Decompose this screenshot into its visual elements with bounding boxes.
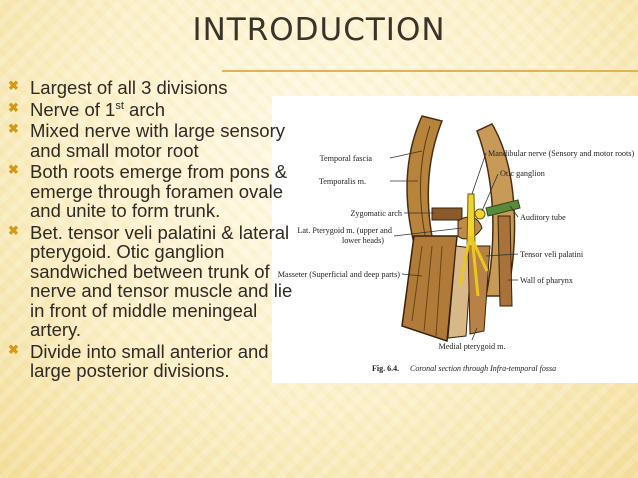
label-auditory-tube: Auditory tube [520, 213, 566, 222]
label-temporalis: Temporalis m. [318, 177, 366, 186]
bullet-item: ✖ Largest of all 3 divisions [8, 77, 228, 98]
x-mark-icon: ✖ [8, 222, 19, 238]
x-mark-icon: ✖ [8, 341, 19, 357]
pharynx-wall-shape [498, 216, 512, 306]
anatomy-figure [272, 96, 638, 383]
bullet-item: ✖ Both roots emerge from pons & emerge through foramen ovale and unite to form trunk. [8, 161, 288, 221]
label-zygomatic-arch: Zygomatic arch [350, 209, 402, 218]
label-otic-ganglion: Otic ganglion [500, 169, 545, 178]
zygomatic-arch-shape [432, 208, 462, 220]
title-underline [222, 70, 638, 72]
x-mark-icon: ✖ [8, 78, 19, 93]
bullet-item: ✖ Mixed nerve with large sensory and small motor root [8, 120, 285, 161]
figure-caption-number: Fig. 6.4. [372, 364, 400, 373]
bullet-list [8, 78, 308, 383]
figure-caption-text: Coronal section through Infra-temporal fossa [410, 364, 557, 373]
bullet-item: ✖ Bet. tensor veli palatini & lateral pterygoid. Otic ganglion sandwiched between trunk of nerve and tensor muscle and lie in front of middle meningeal artery. [8, 221, 293, 340]
label-tensor-veli: Tensor veli palatini [520, 250, 584, 259]
label-masseter: Masseter (Superficial and deep parts) [277, 270, 400, 279]
x-mark-icon: ✖ [8, 121, 19, 136]
bullet-item: ✖ Divide into small anterior and large posterior divisions. [8, 340, 269, 381]
label-mandibular-nerve: Mandibular nerve (Sensory and motor roots) [488, 149, 635, 158]
x-mark-icon: ✖ [8, 162, 19, 177]
label-lat-pterygoid-line1: Lat. Pterygoid m. (upper and [297, 226, 392, 235]
infratemporal-section-illustration [272, 96, 638, 383]
slide-title: INTRODUCTION [192, 12, 446, 48]
otic-ganglion-shape [475, 209, 485, 219]
label-lat-pterygoid-line2: lower heads) [341, 236, 384, 245]
label-temporal-fascia: Temporal fascia [319, 154, 372, 163]
label-medial-pterygoid: Medial pterygoid m. [438, 342, 506, 351]
medial-pterygoid-shape [468, 246, 490, 334]
bullet-item: ✖ Nerve of 1st arch [8, 98, 166, 120]
label-wall-pharynx: Wall of pharynx [520, 276, 573, 285]
x-mark-icon: ✖ [8, 99, 19, 115]
